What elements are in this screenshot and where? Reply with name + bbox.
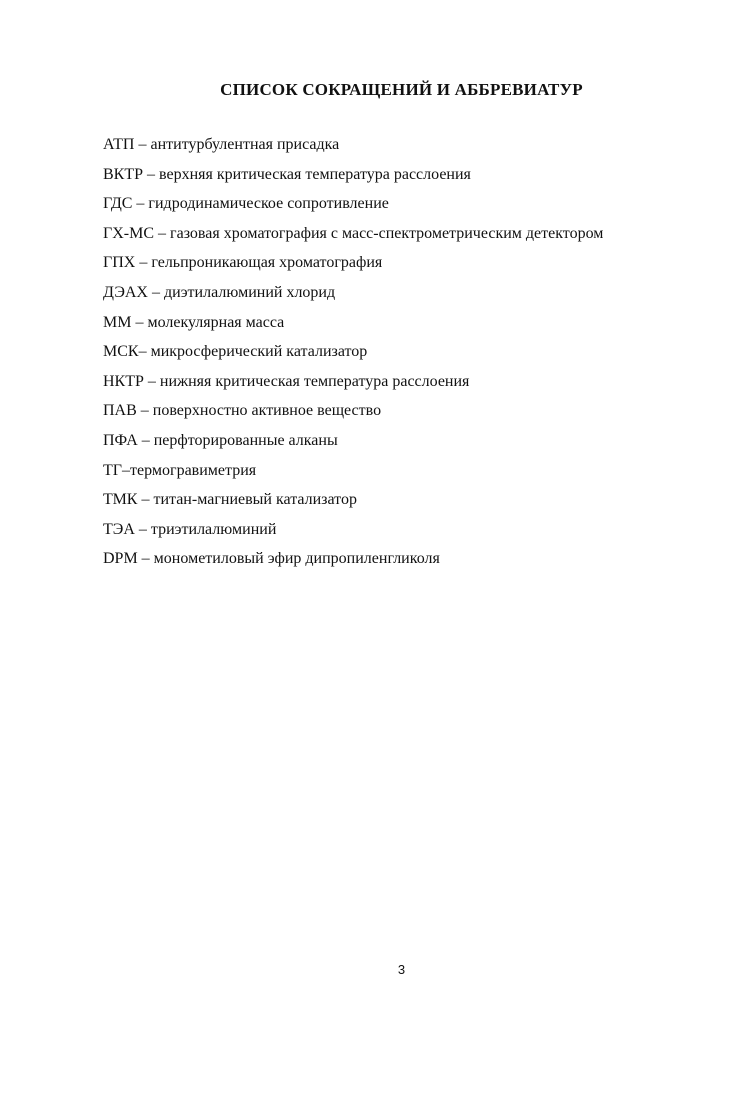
list-item: ПФА – перфторированные алканы [103, 431, 338, 449]
list-item: АТП – антитурбулентная присадка [103, 136, 340, 153]
list-item: ММ – молекулярная масса [103, 313, 285, 331]
list-item: ГДС – гидродинамическое сопротивление [103, 195, 389, 213]
list-item: ГПХ – гельпроникающая хроматография [103, 254, 383, 272]
list-item: ГХ-МС – газовая хроматография с масс-спектрометрическим детектором [103, 224, 604, 242]
page-number: 3 [397, 962, 406, 977]
list-item: МСК– микросферический катализатор [103, 343, 368, 361]
list-item: ТМК – титан-магниевый катализатор [103, 491, 357, 509]
page-title: СПИСОК СОКРАЩЕНИЙ И АББРЕВИАТУР [220, 80, 583, 99]
abbreviation-list [103, 130, 603, 574]
list-item: ПАВ – поверхностно активное вещество [103, 402, 382, 420]
list-item: ТГ–термогравиметрия [103, 461, 257, 479]
list-item: НКТР – нижняя критическая температура расслоения [103, 372, 470, 390]
list-item: ВКТР – верхняя критическая температура расслоения [103, 165, 471, 183]
list-item: DPM – монометиловый эфир дипропиленгликоля [103, 550, 440, 568]
list-item: ТЭА – триэтилалюминий [103, 520, 277, 538]
list-item: ДЭАХ – диэтилалюминий хлорид [103, 283, 336, 301]
